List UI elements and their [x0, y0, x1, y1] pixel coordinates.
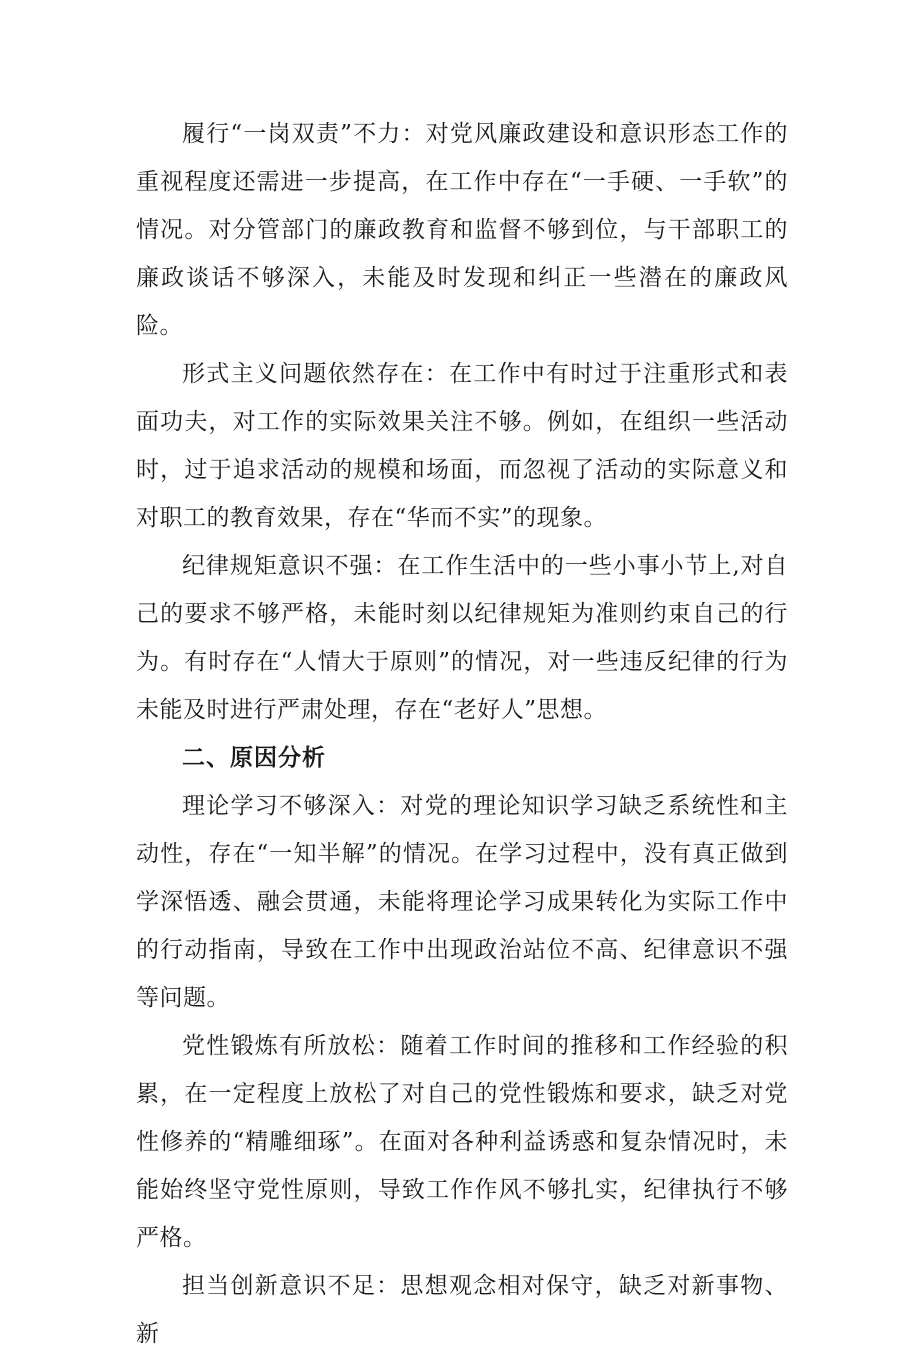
section-heading-cause-analysis: 二、原因分析 [182, 745, 326, 771]
paragraph-yigang-shuangze: 履行“一岗双责”不力：对党风廉政建设和意识形态工作的重视程度还需进一步提高，在工作中存在“一手硬、一手软”的情况。对分管部门的廉政教育和监督不够到位，与干部职工的廉政谈话不够深入，未能及时发现和纠正一些潜在的廉政风险。 [136, 121, 788, 339]
paragraph-innovation: 担当创新意识不足：思想观念相对保守，缺乏对新事物、新 [136, 1273, 788, 1347]
paragraph-party-spirit: 党性锻炼有所放松：随着工作时间的推移和工作经验的积累，在一定程度上放松了对自己的党性锻炼和要求，缺乏对党性修养的“精雕细琢”。在面对各种利益诱惑和复杂情况时，未能始终坚守党性原则，导致工作作风不够扎实，纪律执行不够严格。 [136, 1033, 788, 1251]
paragraph-theory-study: 理论学习不够深入：对党的理论知识学习缺乏系统性和主动性，存在“一知半解”的情况。在学习过程中，没有真正做到学深悟透、融会贯通，未能将理论学习成果转化为实际工作中的行动指南，导致在工作中出现政治站位不高、纪律意识不强等问题。 [136, 793, 788, 1011]
paragraph-discipline: 纪律规矩意识不强：在工作生活中的一些小事小节上,对自己的要求不够严格，未能时刻以纪律规矩为准则约束自己的行为。有时存在“人情大于原则”的情况，对一些违反纪律的行为未能及时进行严肃处理，存在“老好人”思想。 [136, 553, 788, 723]
paragraph-formalism: 形式主义问题依然存在：在工作中有时过于注重形式和表面功夫，对工作的实际效果关注不够。例如，在组织一些活动时，过于追求活动的规模和场面，而忽视了活动的实际意义和对职工的教育效果，存在“华而不实”的现象。 [136, 361, 788, 531]
document-body [136, 110, 788, 1358]
